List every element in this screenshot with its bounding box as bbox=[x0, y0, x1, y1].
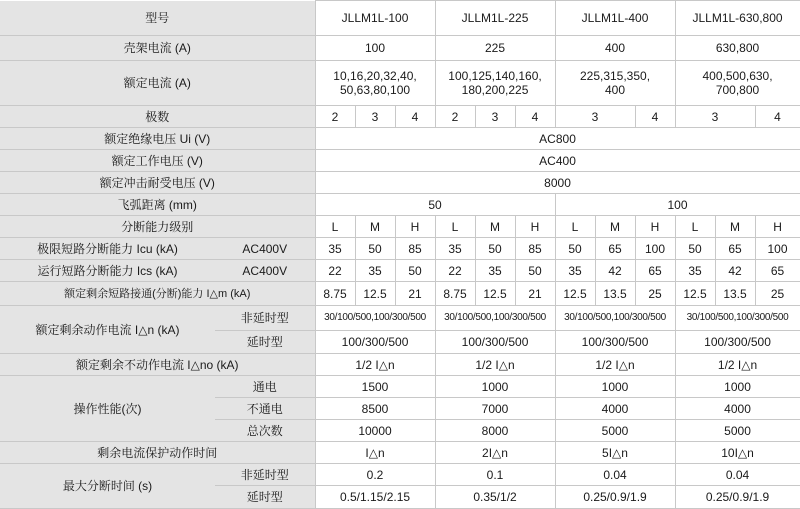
ics-value: 42 bbox=[715, 260, 755, 282]
ics-label: 运行短路分断能力 Ics (kA) bbox=[0, 260, 215, 282]
max-break-time-value: 0.25/0.9/1.9 bbox=[555, 486, 675, 509]
residual-breaking-value: 21 bbox=[515, 282, 555, 306]
icu-value: 35 bbox=[435, 238, 475, 260]
residual-breaking-value: 12.5 bbox=[555, 282, 595, 306]
insulation-voltage-label: 额定绝缘电压 Ui (V) bbox=[0, 128, 315, 150]
icu-value: 50 bbox=[475, 238, 515, 260]
residual-breaking-value: 13.5 bbox=[715, 282, 755, 306]
model-100: JLLM1L-100 bbox=[315, 1, 435, 36]
icu-value: 65 bbox=[595, 238, 635, 260]
rated-current-value: 100,125,140,160, 180,200,225 bbox=[435, 61, 555, 106]
max-break-time-value: 0.5/1.15/2.15 bbox=[315, 486, 435, 509]
residual-breaking-label: 额定剩余短路接通(分断)能力 I△m (kA) bbox=[0, 282, 315, 306]
residual-breaking-value: 25 bbox=[635, 282, 675, 306]
icu-row bbox=[0, 238, 800, 260]
max-break-time-value: 0.25/0.9/1.9 bbox=[675, 486, 800, 509]
operation-value: 1000 bbox=[675, 376, 800, 398]
total-label: 总次数 bbox=[215, 420, 315, 442]
poles-value: 2 bbox=[435, 106, 475, 128]
icu-value: 85 bbox=[395, 238, 435, 260]
operation-value: 5000 bbox=[675, 420, 800, 442]
non-delay-label: 非延时型 bbox=[215, 306, 315, 331]
breaking-level-value: H bbox=[395, 216, 435, 238]
poles-value: 3 bbox=[355, 106, 395, 128]
poles-value: 4 bbox=[515, 106, 555, 128]
residual-operating-value: 100/300/500 bbox=[555, 331, 675, 354]
arc-distance-value: 50 bbox=[315, 194, 555, 216]
insulation-voltage-row bbox=[0, 128, 800, 150]
arc-distance-value: 100 bbox=[555, 194, 800, 216]
residual-time-value: 10I△n bbox=[675, 442, 800, 464]
residual-operating-value: 30/100/500,100/300/500 bbox=[675, 306, 800, 331]
residual-operating-label: 额定剩余动作电流 I△n (kA) bbox=[0, 306, 215, 354]
operation-value: 1500 bbox=[315, 376, 435, 398]
operation-value: 4000 bbox=[675, 398, 800, 420]
icu-value: 50 bbox=[555, 238, 595, 260]
icu-value: 50 bbox=[355, 238, 395, 260]
model-row bbox=[0, 1, 800, 36]
residual-non-operating-value: 1/2 I△n bbox=[675, 354, 800, 376]
model-630-800: JLLM1L-630,800 bbox=[675, 1, 800, 36]
icu-value: 85 bbox=[515, 238, 555, 260]
max-break-time-non-delay-row bbox=[0, 464, 800, 486]
residual-operating-value: 100/300/500 bbox=[435, 331, 555, 354]
icu-value: 35 bbox=[315, 238, 355, 260]
ics-value: 22 bbox=[315, 260, 355, 282]
ics-value: 35 bbox=[555, 260, 595, 282]
working-voltage-label: 额定工作电压 (V) bbox=[0, 150, 315, 172]
rated-current-row bbox=[0, 61, 800, 106]
impulse-voltage-value: 8000 bbox=[315, 172, 800, 194]
working-voltage-row bbox=[0, 150, 800, 172]
breaking-level-value: L bbox=[435, 216, 475, 238]
icu-label: 极限短路分断能力 Icu (kA) bbox=[0, 238, 215, 260]
residual-breaking-row bbox=[0, 282, 800, 306]
rated-current-value: 225,315,350, 400 bbox=[555, 61, 675, 106]
icu-value: 65 bbox=[715, 238, 755, 260]
residual-breaking-value: 12.5 bbox=[355, 282, 395, 306]
breaking-level-value: H bbox=[515, 216, 555, 238]
breaking-level-value: M bbox=[595, 216, 635, 238]
residual-breaking-value: 8.75 bbox=[315, 282, 355, 306]
poles-value: 4 bbox=[635, 106, 675, 128]
max-break-time-value: 0.04 bbox=[675, 464, 800, 486]
operation-value: 1000 bbox=[435, 376, 555, 398]
icu-value: 50 bbox=[675, 238, 715, 260]
residual-operating-value: 30/100/500,100/300/500 bbox=[435, 306, 555, 331]
ics-voltage: AC400V bbox=[215, 260, 315, 282]
operation-value: 8000 bbox=[435, 420, 555, 442]
poles-value: 4 bbox=[395, 106, 435, 128]
breaking-level-value: M bbox=[475, 216, 515, 238]
poles-value: 3 bbox=[475, 106, 515, 128]
insulation-voltage-value: AC800 bbox=[315, 128, 800, 150]
unpowered-label: 不通电 bbox=[215, 398, 315, 420]
residual-breaking-value: 25 bbox=[755, 282, 800, 306]
breaking-level-value: M bbox=[355, 216, 395, 238]
ics-value: 35 bbox=[475, 260, 515, 282]
icu-value: 100 bbox=[755, 238, 800, 260]
residual-time-value: 5I△n bbox=[555, 442, 675, 464]
icu-value: 100 bbox=[635, 238, 675, 260]
delay-label: 延时型 bbox=[215, 331, 315, 354]
model-400: JLLM1L-400 bbox=[555, 1, 675, 36]
poles-value: 2 bbox=[315, 106, 355, 128]
operation-value: 7000 bbox=[435, 398, 555, 420]
residual-non-operating-value: 1/2 I△n bbox=[555, 354, 675, 376]
residual-time-label: 剩余电流保护动作时间 bbox=[0, 442, 315, 464]
operation-label: 操作性能(次) bbox=[0, 376, 215, 442]
arc-distance-row bbox=[0, 194, 800, 216]
impulse-voltage-row bbox=[0, 172, 800, 194]
residual-breaking-value: 12.5 bbox=[675, 282, 715, 306]
residual-breaking-value: 8.75 bbox=[435, 282, 475, 306]
operation-value: 10000 bbox=[315, 420, 435, 442]
breaking-level-value: L bbox=[675, 216, 715, 238]
powered-label: 通电 bbox=[215, 376, 315, 398]
ics-value: 50 bbox=[395, 260, 435, 282]
residual-operating-value: 100/300/500 bbox=[675, 331, 800, 354]
max-break-time-value: 0.2 bbox=[315, 464, 435, 486]
residual-operating-value: 30/100/500,100/300/500 bbox=[315, 306, 435, 331]
ics-value: 42 bbox=[595, 260, 635, 282]
max-break-time-value: 0.04 bbox=[555, 464, 675, 486]
arc-distance-label: 飞弧距离 (mm) bbox=[0, 194, 315, 216]
poles-label: 极数 bbox=[0, 106, 315, 128]
impulse-voltage-label: 额定冲击耐受电压 (V) bbox=[0, 172, 315, 194]
working-voltage-value: AC400 bbox=[315, 150, 800, 172]
residual-time-row bbox=[0, 442, 800, 464]
operation-value: 8500 bbox=[315, 398, 435, 420]
breaking-level-value: L bbox=[315, 216, 355, 238]
breaking-level-value: H bbox=[635, 216, 675, 238]
ics-value: 35 bbox=[675, 260, 715, 282]
model-225: JLLM1L-225 bbox=[435, 1, 555, 36]
rated-current-value: 10,16,20,32,40, 50,63,80,100 bbox=[315, 61, 435, 106]
poles-value: 3 bbox=[675, 106, 755, 128]
rated-current-label: 额定电流 (A) bbox=[0, 61, 315, 106]
residual-operating-value: 30/100/500,100/300/500 bbox=[555, 306, 675, 331]
ics-row bbox=[0, 260, 800, 282]
frame-current-value: 225 bbox=[435, 36, 555, 61]
operation-value: 5000 bbox=[555, 420, 675, 442]
frame-current-value: 100 bbox=[315, 36, 435, 61]
residual-time-value: 2I△n bbox=[435, 442, 555, 464]
residual-non-operating-value: 1/2 I△n bbox=[435, 354, 555, 376]
breaking-level-value: H bbox=[755, 216, 800, 238]
poles-row bbox=[0, 106, 800, 128]
residual-non-operating-value: 1/2 I△n bbox=[315, 354, 435, 376]
operation-powered-row bbox=[0, 376, 800, 398]
ics-value: 65 bbox=[755, 260, 800, 282]
frame-current-row bbox=[0, 36, 800, 61]
ics-value: 22 bbox=[435, 260, 475, 282]
model-label: 型号 bbox=[0, 1, 315, 36]
breaking-level-row bbox=[0, 216, 800, 238]
residual-operating-non-delay-row bbox=[0, 306, 800, 331]
ics-value: 65 bbox=[635, 260, 675, 282]
max-break-time-label: 最大分断时间 (s) bbox=[0, 464, 215, 509]
frame-current-value: 630,800 bbox=[675, 36, 800, 61]
frame-current-label: 壳架电流 (A) bbox=[0, 36, 315, 61]
breaking-level-value: M bbox=[715, 216, 755, 238]
residual-breaking-value: 13.5 bbox=[595, 282, 635, 306]
breaking-level-value: L bbox=[555, 216, 595, 238]
residual-operating-value: 100/300/500 bbox=[315, 331, 435, 354]
residual-breaking-value: 12.5 bbox=[475, 282, 515, 306]
breaking-level-label: 分断能力级别 bbox=[0, 216, 315, 238]
frame-current-value: 400 bbox=[555, 36, 675, 61]
delay-label: 延时型 bbox=[215, 486, 315, 509]
non-delay-label: 非延时型 bbox=[215, 464, 315, 486]
operation-value: 4000 bbox=[555, 398, 675, 420]
poles-value: 4 bbox=[755, 106, 800, 128]
max-break-time-value: 0.35/1/2 bbox=[435, 486, 555, 509]
residual-non-operating-row bbox=[0, 354, 800, 376]
icu-voltage: AC400V bbox=[215, 238, 315, 260]
operation-value: 1000 bbox=[555, 376, 675, 398]
residual-time-value: I△n bbox=[315, 442, 435, 464]
poles-value: 3 bbox=[555, 106, 635, 128]
residual-non-operating-label: 额定剩余不动作电流 I△no (kA) bbox=[0, 354, 315, 376]
ics-value: 35 bbox=[355, 260, 395, 282]
max-break-time-value: 0.1 bbox=[435, 464, 555, 486]
residual-breaking-value: 21 bbox=[395, 282, 435, 306]
ics-value: 50 bbox=[515, 260, 555, 282]
rated-current-value: 400,500,630, 700,800 bbox=[675, 61, 800, 106]
